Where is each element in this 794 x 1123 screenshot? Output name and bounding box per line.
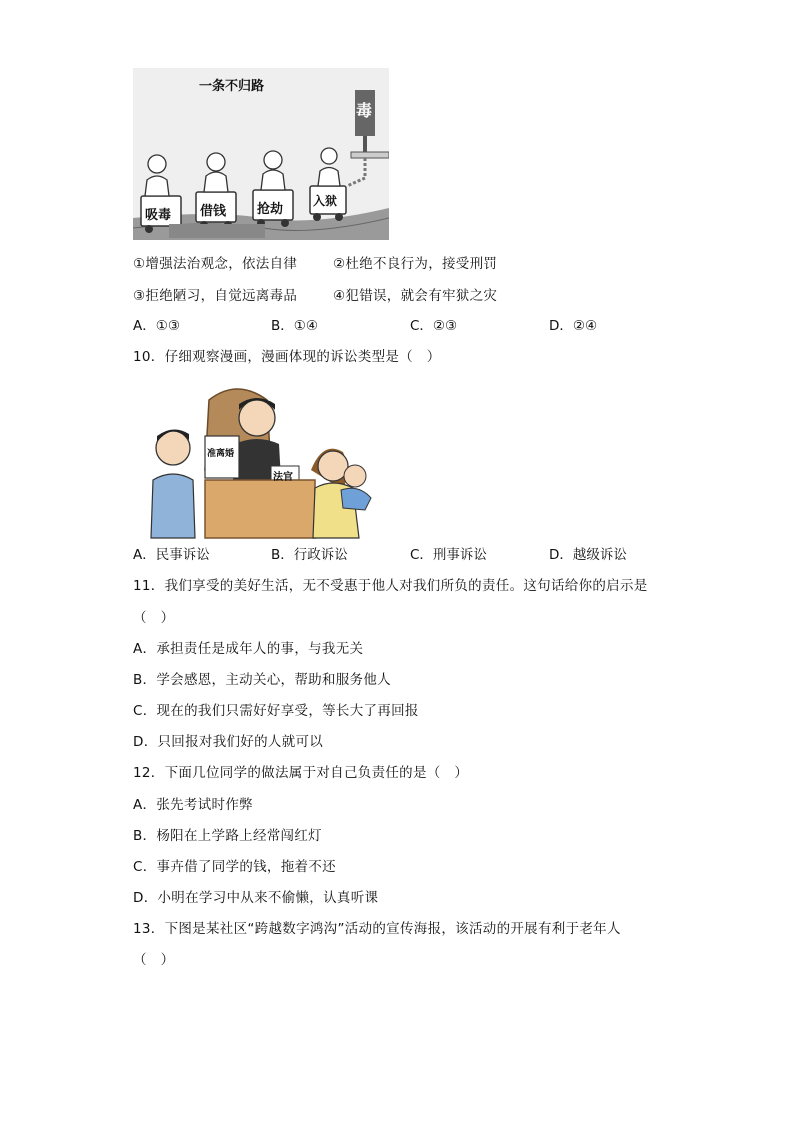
court-illustration — [147, 380, 383, 540]
q10-stem: 10．仔细观察漫画，漫画体现的诉讼类型是（ ） — [133, 349, 441, 365]
court-cartoon — [147, 380, 383, 540]
q11-option-b[interactable]: B．学会感恩，主动关心，帮助和服务他人 — [133, 672, 391, 688]
q11-option-d[interactable]: D．只回报对我们好的人就可以 — [133, 734, 324, 750]
q12-option-d[interactable]: D．小明在学习中从来不偷懒，认真听课 — [133, 890, 379, 906]
paper-label: 准离婚 — [207, 449, 235, 459]
option-a[interactable]: A．民事诉讼 — [133, 547, 210, 563]
option-d[interactable]: D．越级诉讼 — [549, 547, 627, 563]
option-b[interactable]: B．行政诉讼 — [271, 547, 348, 563]
judge-badge: 法官 — [273, 472, 293, 483]
q13-stem: 13．下图是某社区“跨越数字鸿沟”活动的宣传海报，该活动的开展有利于老年人 — [133, 921, 621, 937]
q11-stem-cont: （ ） — [133, 610, 175, 626]
q12-stem: 12．下面几位同学的做法属于对自己负责任的是（ ） — [133, 765, 469, 781]
option-b[interactable]: B．①④ — [271, 318, 318, 334]
q12-option-a[interactable]: A．张先考试时作弊 — [133, 797, 253, 813]
statement-2: ②杜绝不良行为，接受刑罚 — [333, 256, 498, 272]
option-c[interactable]: C．刑事诉讼 — [410, 547, 487, 563]
option-c[interactable]: C．②③ — [410, 318, 458, 334]
option-a[interactable]: A．①③ — [133, 318, 180, 334]
cart-label-4: 入狱 — [313, 194, 338, 208]
drug-road-cartoon — [133, 68, 389, 240]
q11-option-c[interactable]: C．现在的我们只需好好享受，等长大了再回报 — [133, 703, 419, 719]
q12-option-c[interactable]: C．事卉借了同学的钱，拖着不还 — [133, 859, 336, 875]
drug-sign-label: 毒 — [356, 101, 373, 120]
q13-stem-cont: （ ） — [133, 952, 175, 968]
statement-3: ③拒绝陋习，自觉远离毒品 — [133, 288, 298, 304]
option-d[interactable]: D．②④ — [549, 318, 598, 334]
statement-4: ④犯错误，就会有牢狱之灾 — [333, 288, 498, 304]
statement-1: ①增强法治观念，依法自律 — [133, 256, 298, 272]
cart-label-1: 吸毒 — [145, 208, 172, 223]
cart-label-3: 抢劫 — [257, 202, 284, 217]
q11-option-a[interactable]: A．承担责任是成年人的事，与我无关 — [133, 641, 364, 657]
q12-option-b[interactable]: B．杨阳在上学路上经常闯红灯 — [133, 828, 322, 844]
q11-stem: 11．我们享受的美好生活，无不受惠于他人对我们所负的责任。这句话给你的启示是 — [133, 578, 648, 594]
cartoon-title: 一条不归路 — [199, 79, 265, 94]
cart-label-2: 借钱 — [200, 204, 227, 219]
